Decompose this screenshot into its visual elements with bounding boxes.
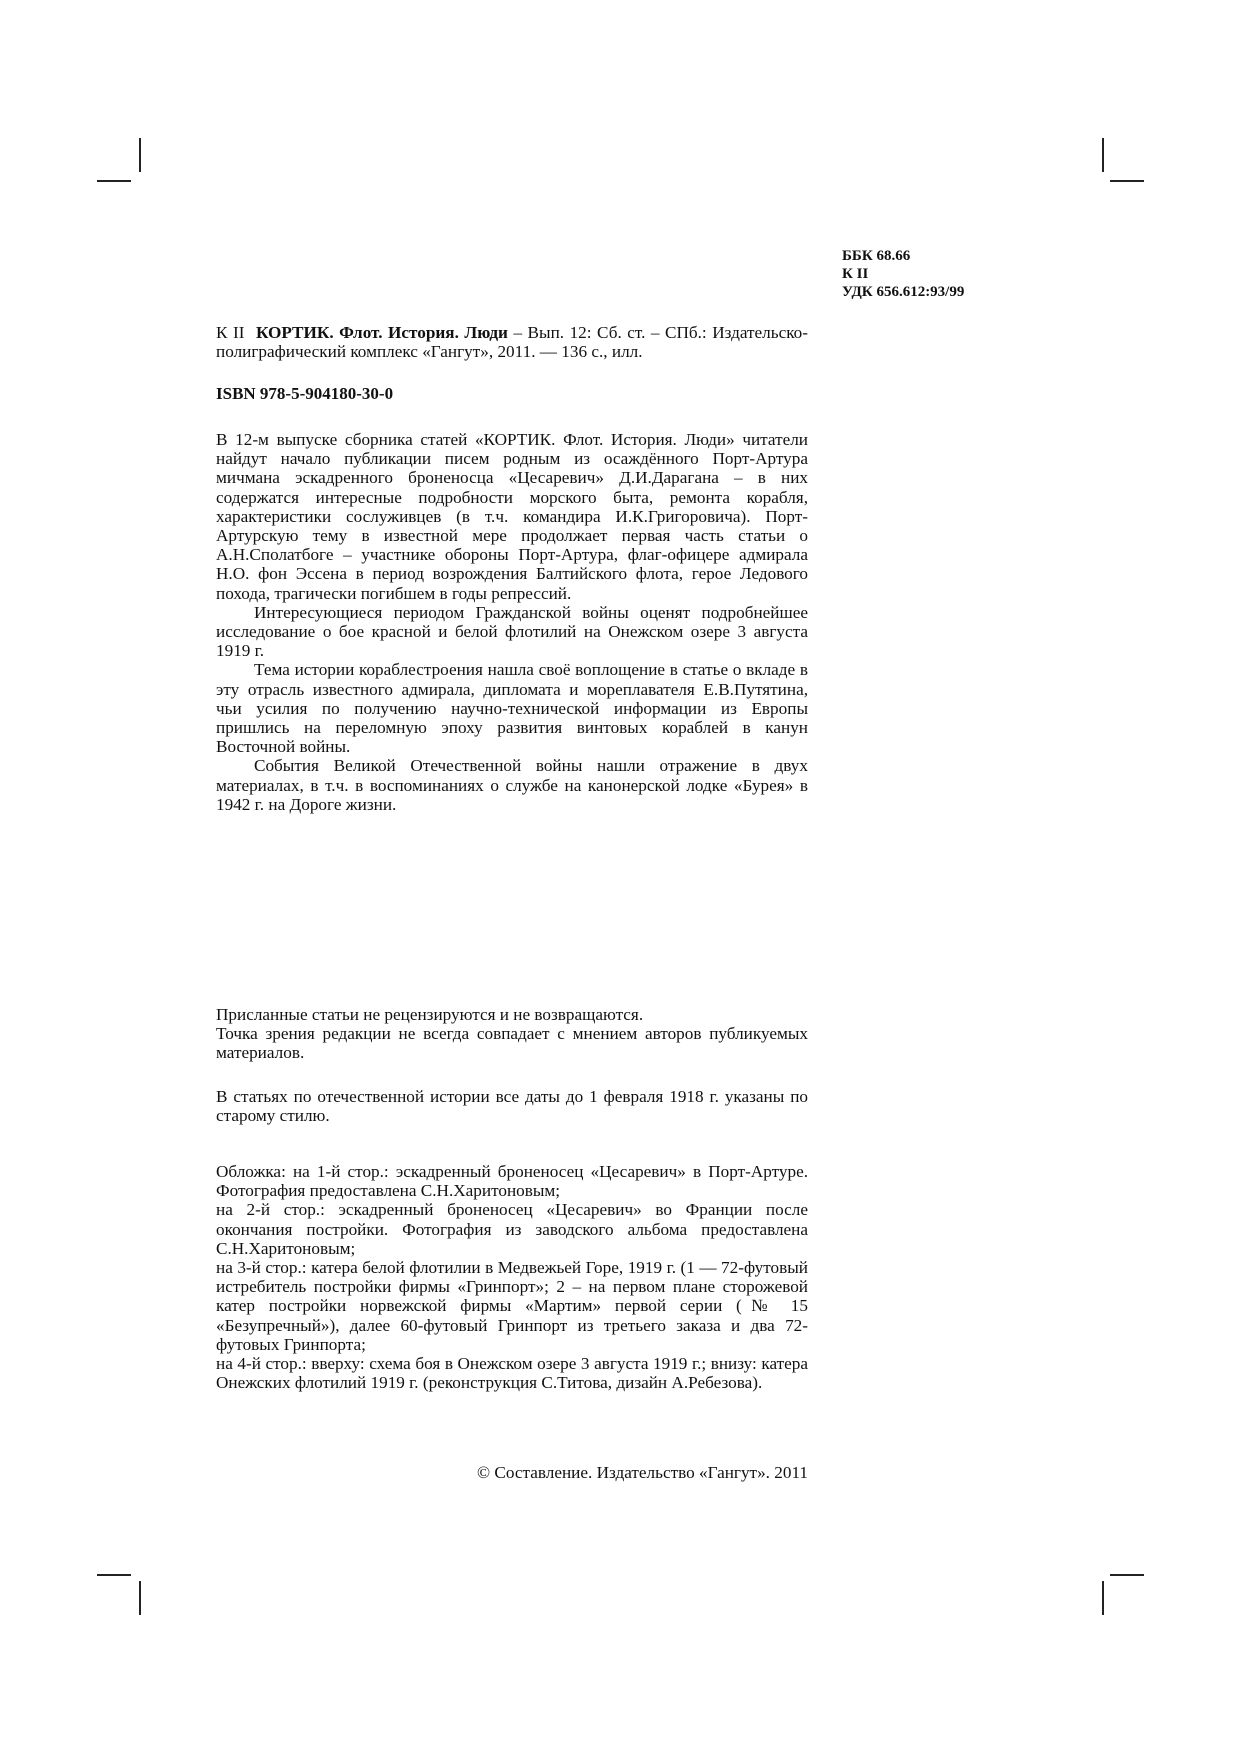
publication-details: – Вып. 12: Сб. ст. – СПб.: Издательско-полиграфический комплекс «Гангут», 2011. — 136 с., илл. [216, 323, 808, 362]
crop-mark-bottom-left-vertical [139, 1581, 141, 1615]
cover-paragraph: на 3-й стор.: катера белой флотилии в Медвежьей Горе, 1919 г. (1 — 72-футовый истребитель постройки фирмы «Гринпорт»; 2 – на первом плане сторожевой катер постройки норвежской фирмы «Мартим» первой серии (№ 15 «Безупречный»), далее 60-футовый Гринпорт из третьего заказа и два 72-футовых Гринпорта; [216, 1258, 808, 1354]
author-mark: К II [842, 266, 869, 282]
bibliographic-code: К II [216, 323, 245, 342]
classification-codes [842, 247, 964, 301]
crop-mark-top-right-horizontal [1110, 180, 1144, 182]
copyright: © Составление. Издательство «Гангут». 2011 [477, 1463, 808, 1482]
notice-line: Точка зрения редакции не всегда совпадает с мнением авторов публикуемых материалов. [216, 1024, 808, 1063]
crop-mark-top-left-horizontal [97, 180, 131, 182]
udk-code: УДК 656.612:93/99 [842, 284, 965, 300]
cover-description [216, 1162, 808, 1392]
publication-title: КОРТИК. Флот. История. Люди [255, 323, 508, 342]
crop-mark-top-right-vertical [1102, 138, 1104, 172]
annotation-paragraph: Интересующиеся периодом Гражданской войны оценят подробнейшее исследование о бое красной и белой флотилий на Онежском озере 3 августа 1919 г. [216, 602, 808, 661]
isbn: ISBN 978-5-904180-30-0 [216, 384, 394, 403]
crop-mark-bottom-right-vertical [1102, 1581, 1104, 1615]
cover-paragraph: Обложка: на 1-й стор.: эскадренный броненосец «Цесаревич» в Порт-Артуре. Фотография предоставлена С.Н.Харитоновым; [216, 1162, 808, 1201]
annotation [216, 430, 808, 814]
bibliographic-record [216, 323, 808, 361]
crop-mark-bottom-right-horizontal [1110, 1574, 1144, 1576]
cover-paragraph: на 2-й стор.: эскадренный броненосец «Цесаревич» во Франции после окончания постройки. Фотография из заводского альбома предоставлена С.Н.Харитоновым; [216, 1200, 808, 1258]
crop-mark-bottom-left-horizontal [97, 1574, 131, 1576]
annotation-paragraph: Тема истории кораблестроения нашла своё воплощение в статье о вкладе в эту отрасль известного адмирала, дипломата и мореплавателя Е.В.Путятина, чьи усилия по получению научно-технической информации из Европы пришлись на переломную эпоху развития винтовых кораблей в канун Восточной войны. [216, 660, 808, 757]
notice-line: Присланные статьи не рецензируются и не возвращаются. [216, 1005, 644, 1024]
dates-note-text: В статьях по отечественной истории все даты до 1 февраля 1918 г. указаны по старому стилю. [216, 1087, 808, 1126]
annotation-paragraph: События Великой Отечественной войны нашли отражение в двух материалах, в т.ч. в воспоминаниях о службе на канонерской лодке «Бурея» в 1942 г. на Дороге жизни. [216, 756, 808, 814]
bbk-code: ББК 68.66 [842, 248, 911, 264]
cover-paragraph: на 4-й стор.: вверху: схема боя в Онежском озере 3 августа 1919 г.; внизу: катера Онежских флотилий 1919 г. (реконструкция С.Титова, дизайн А.Ребезова). [216, 1354, 808, 1393]
annotation-paragraph: В 12-м выпуске сборника статей «КОРТИК. Флот. История. Люди» читатели найдут начало публикации писем родным из осаждённого Порт-Артура мичмана эскадренного броненосца «Цесаревич» Д.И.Дарагана – в них содержатся интересные подробности морского быта, ремонта корабля, характеристики сослуживцев (в т.ч. командира И.К.Григоровича). Порт-Артурскую тему в известной мере продолжает первая часть статьи о А.Н.Сполатбоге – участнике обороны Порт-Артура, флаг-офицере адмирала Н.О. фон Эссена в период возрождения Балтийского флота, герое Ледового похода, трагически погибшем в годы репрессий. [216, 430, 808, 603]
dates-note [216, 1087, 808, 1125]
crop-mark-top-left-vertical [139, 138, 141, 172]
editorial-notice [216, 1005, 808, 1063]
